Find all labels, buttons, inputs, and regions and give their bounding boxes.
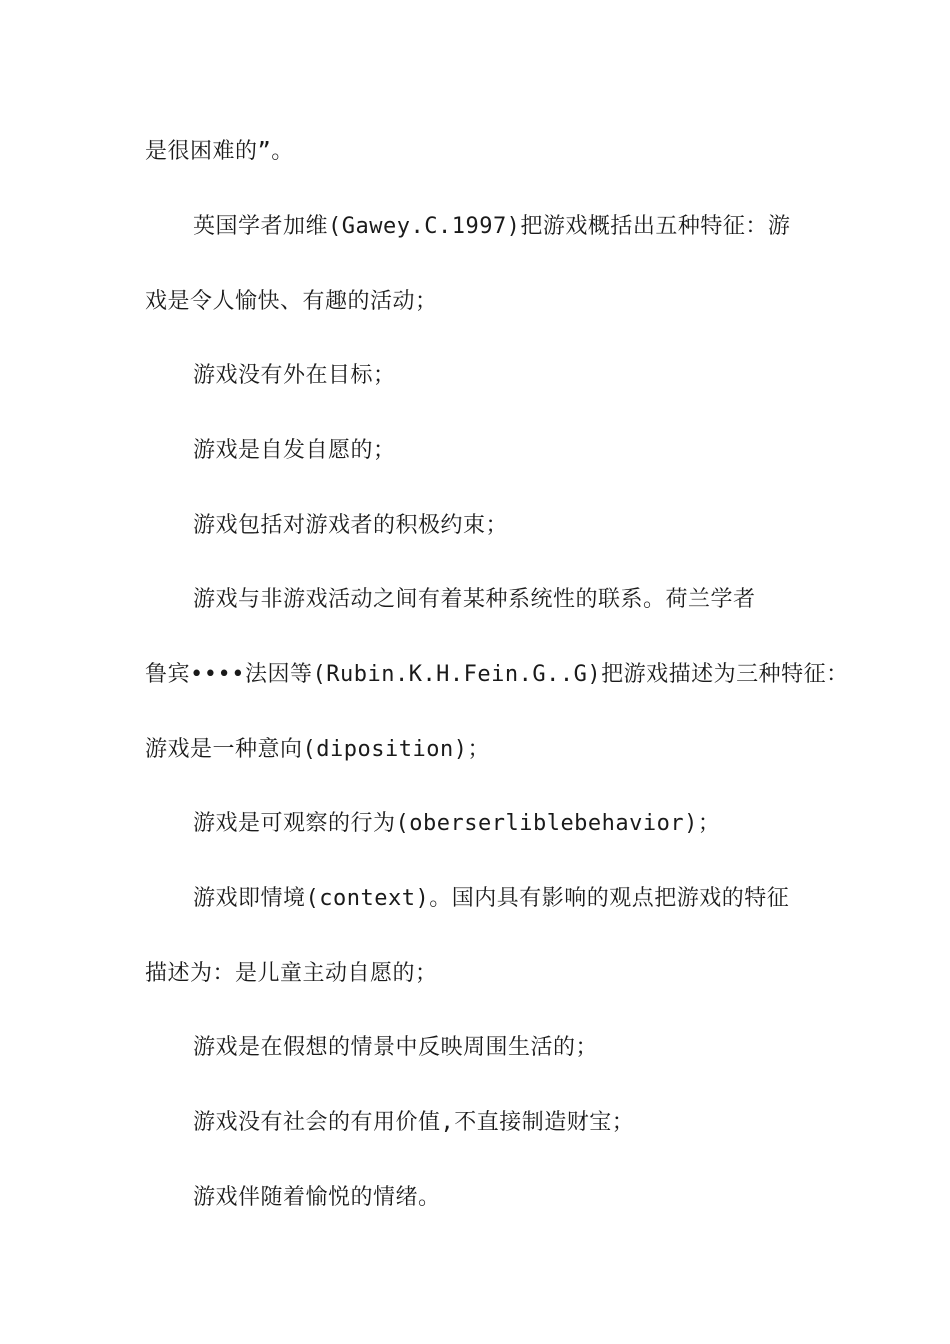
text-line-15: 游戏伴随着愉悦的情绪。 (193, 1185, 441, 1210)
text-line-10: 游戏是可观察的行为(oberserliblebehavior)； (193, 811, 721, 836)
text-line-14: 游戏没有社会的有用价值,不直接制造财宝； (193, 1110, 635, 1135)
text-line-11: 游戏即情境(context)。国内具有影响的观点把游戏的特征 (193, 886, 790, 911)
text-line-13: 游戏是在假想的情景中反映周围生活的； (193, 1035, 599, 1060)
text-line-9: 游戏是一种意向(diposition)； (145, 737, 490, 762)
text-line-5: 游戏是自发自愿的； (193, 438, 396, 463)
text-line-4: 游戏没有外在目标； (193, 363, 396, 388)
text-line-8: 鲁宾••••法因等(Rubin.K.H.Fein.G..G)把游戏描述为三种特征： (145, 662, 849, 687)
text-line-12: 描述为：是儿童主动自愿的； (145, 961, 438, 986)
text-line-6: 游戏包括对游戏者的积极约束； (193, 513, 509, 538)
text-line-1: 是很困难的”。 (145, 139, 294, 164)
text-line-7: 游戏与非游戏活动之间有着某种系统性的联系。荷兰学者 (193, 587, 756, 612)
text-line-3: 戏是令人愉快、有趣的活动； (145, 289, 438, 314)
text-line-2: 英国学者加维(Gawey.C.1997)把游戏概括出五种特征：游 (193, 214, 791, 239)
